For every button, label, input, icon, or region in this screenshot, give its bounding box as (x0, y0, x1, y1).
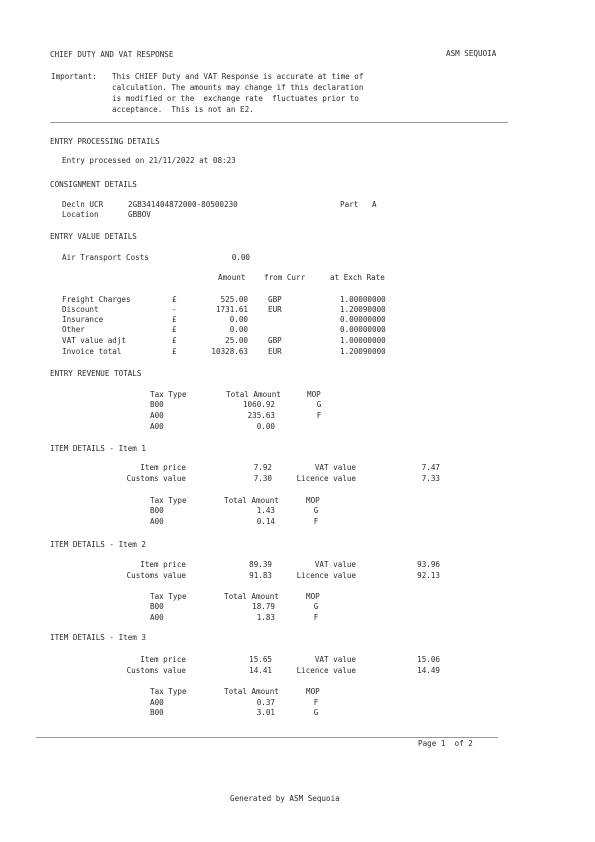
tax-amount: 0.00 (256, 422, 275, 431)
row-currency: EUR (268, 347, 282, 356)
row-amount: 0.00 (229, 315, 248, 324)
column-header-tax-type: Tax Type (150, 687, 187, 696)
tax-amount: 1.83 (256, 613, 275, 622)
entry-revenue-heading: ENTRY REVENUE TOTALS (50, 369, 142, 378)
row-label: Insurance (62, 315, 104, 324)
air-transport-value: 0.00 (231, 253, 250, 262)
column-header-amount: Amount (218, 273, 246, 282)
important-label: Important: (51, 72, 97, 81)
tax-amount: 1060.92 (242, 400, 275, 409)
customs-value: 91.83 (249, 571, 272, 580)
tax-amount: 1.43 (256, 506, 275, 515)
currency-symbol: £ (172, 315, 177, 324)
important-line: This CHIEF Duty and VAT Response is accurate at time of (112, 72, 364, 81)
column-header-total-amount: Total Amount (224, 496, 279, 505)
important-line: is modified or the exchange rate fluctuates prior to (112, 94, 359, 103)
tax-type: A00 (150, 422, 164, 431)
item-price-value: 15.65 (249, 655, 272, 664)
location-value: GBBOV (128, 210, 151, 219)
vat-value: 15.06 (417, 655, 440, 664)
row-label: VAT value adjt (62, 336, 127, 345)
tax-mop: F (313, 613, 319, 622)
air-transport-label: Air Transport Costs (62, 253, 149, 262)
row-exch-rate: 1.20090000 (340, 305, 386, 314)
generated-by: Generated by ASM Sequoia (230, 794, 340, 803)
row-currency: GBP (268, 295, 282, 304)
tax-type: A00 (150, 517, 164, 526)
divider (50, 122, 508, 123)
currency-symbol: - (172, 305, 177, 314)
decln-ucr-value: 2GB341404872000-80500230 (128, 200, 238, 209)
row-exch-rate: 1.00000000 (340, 336, 386, 345)
entry-processing-heading: ENTRY PROCESSING DETAILS (50, 137, 160, 146)
column-header-from-curr: from Curr (264, 273, 306, 282)
vat-value: 93.96 (417, 560, 440, 569)
column-header-mop: MOP (307, 390, 321, 399)
item-heading: ITEM DETAILS - Item 3 (50, 633, 147, 642)
licence-value-label: Licence value (296, 474, 356, 483)
row-amount: 0.00 (229, 325, 248, 334)
part-value: A (372, 200, 377, 209)
licence-value: 14.49 (417, 666, 440, 675)
tax-amount: 0.14 (256, 517, 275, 526)
vat-value-label: VAT value (314, 655, 356, 664)
row-exch-rate: 1.00000000 (340, 295, 386, 304)
customs-value-label: Customs value (126, 666, 186, 675)
column-header-tax-type: Tax Type (150, 592, 187, 601)
licence-value: 7.33 (421, 474, 440, 483)
customs-value-label: Customs value (126, 571, 186, 580)
tax-type: A00 (150, 613, 164, 622)
row-amount: 25.00 (225, 336, 248, 345)
column-header-tax-type: Tax Type (150, 390, 187, 399)
part-label: Part (340, 200, 359, 209)
location-label: Location (62, 210, 99, 219)
tax-mop: G (313, 708, 319, 717)
row-amount: 1731.61 (215, 305, 248, 314)
tax-mop: F (313, 698, 319, 707)
tax-mop: F (313, 517, 319, 526)
column-header-total-amount: Total Amount (224, 687, 279, 696)
brand-name: ASM SEQUOIA (446, 49, 497, 58)
row-amount: 10328.63 (211, 347, 248, 356)
tax-amount: 235.63 (247, 411, 275, 420)
column-header-mop: MOP (306, 592, 320, 601)
licence-value-label: Licence value (296, 571, 356, 580)
item-price-value: 89.39 (249, 560, 272, 569)
decln-ucr-label: Decln UCR (62, 200, 104, 209)
tax-mop: G (313, 506, 319, 515)
customs-value: 14.41 (249, 666, 272, 675)
row-exch-rate: 1.20090000 (340, 347, 386, 356)
licence-value: 92.13 (417, 571, 440, 580)
currency-symbol: £ (172, 325, 177, 334)
vat-value-label: VAT value (314, 463, 356, 472)
currency-symbol: £ (172, 347, 177, 356)
row-label: Freight Charges (62, 295, 131, 304)
item-heading: ITEM DETAILS - Item 1 (50, 444, 147, 453)
column-header-tax-type: Tax Type (150, 496, 187, 505)
tax-amount: 18.79 (252, 602, 275, 611)
column-header-mop: MOP (306, 496, 320, 505)
tax-type: B00 (150, 602, 164, 611)
consignment-heading: CONSIGNMENT DETAILS (50, 180, 137, 189)
item-price-label: Item price (140, 463, 186, 472)
tax-type: B00 (150, 708, 164, 717)
item-price-label: Item price (140, 655, 186, 664)
customs-value: 7.30 (253, 474, 272, 483)
tax-mop: G (316, 400, 322, 409)
important-line: calculation. The amounts may change if this declaration (112, 83, 364, 92)
important-line: acceptance. This is not an E2. (112, 105, 254, 114)
column-header-total-amount: Total Amount (226, 390, 281, 399)
row-exch-rate: 0.00000000 (340, 315, 386, 324)
row-amount: 525.00 (220, 295, 248, 304)
currency-symbol: £ (172, 336, 177, 345)
vat-value-label: VAT value (314, 560, 356, 569)
tax-type: A00 (150, 411, 164, 420)
tax-type: B00 (150, 506, 164, 515)
row-currency: GBP (268, 336, 282, 345)
tax-amount: 3.01 (256, 708, 275, 717)
vat-value: 7.47 (421, 463, 440, 472)
licence-value-label: Licence value (296, 666, 356, 675)
tax-type: A00 (150, 698, 164, 707)
tax-mop: G (313, 602, 319, 611)
row-label: Invoice total (62, 347, 122, 356)
row-label: Other (62, 325, 85, 334)
document-title: CHIEF DUTY AND VAT RESPONSE (50, 50, 174, 59)
currency-symbol: £ (172, 295, 177, 304)
column-header-total-amount: Total Amount (224, 592, 279, 601)
tax-amount: 0.37 (256, 698, 275, 707)
item-heading: ITEM DETAILS - Item 2 (50, 540, 147, 549)
entry-processed-text: Entry processed on 21/11/2022 at 08:23 (62, 156, 236, 165)
item-price-value: 7.92 (253, 463, 272, 472)
row-label: Discount (62, 305, 99, 314)
entry-value-heading: ENTRY VALUE DETAILS (50, 232, 137, 241)
divider (36, 737, 498, 738)
page-number: Page 1 of 2 (418, 739, 473, 748)
column-header-exch-rate: at Exch Rate (330, 273, 385, 282)
row-currency: EUR (268, 305, 282, 314)
item-price-label: Item price (140, 560, 186, 569)
row-exch-rate: 0.00000000 (340, 325, 386, 334)
column-header-mop: MOP (306, 687, 320, 696)
tax-mop: F (316, 411, 322, 420)
tax-type: B00 (150, 400, 164, 409)
customs-value-label: Customs value (126, 474, 186, 483)
